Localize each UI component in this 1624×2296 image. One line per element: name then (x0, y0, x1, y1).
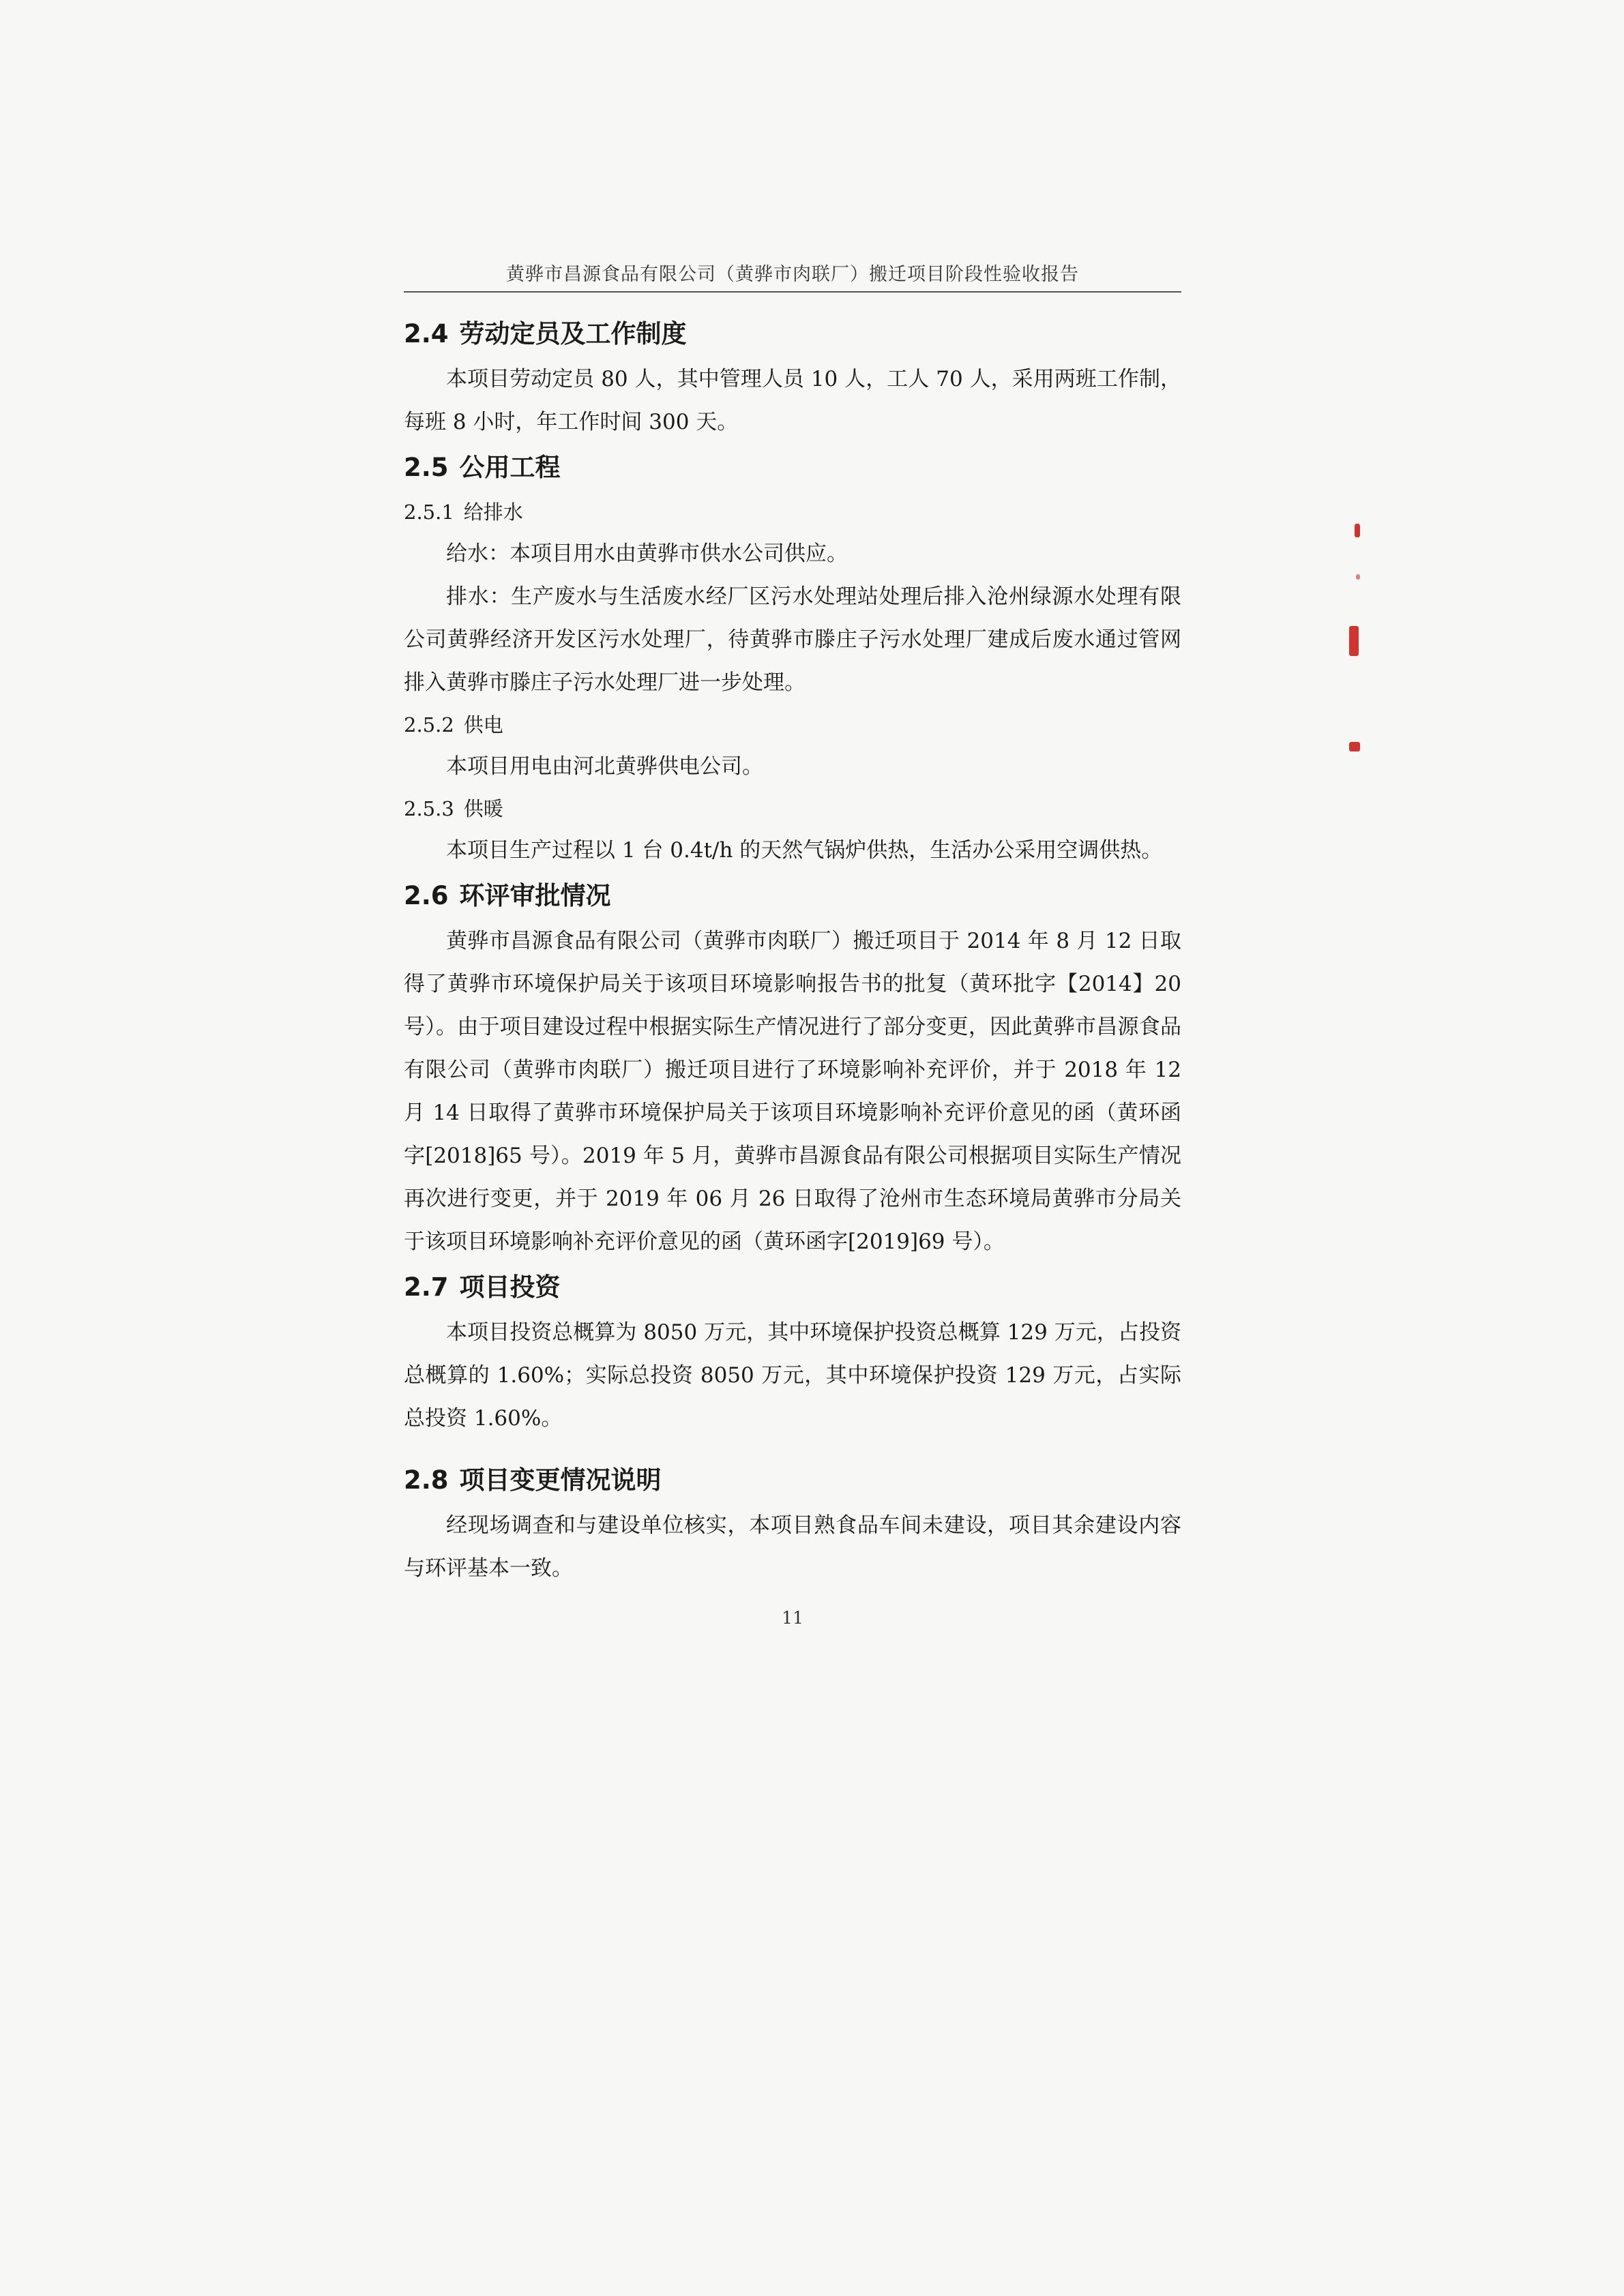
section-heading (404, 1264, 1181, 1311)
section-title: 劳动定员及工作制度 (459, 319, 687, 348)
paragraph: 给水：本项目用水由黄骅市供水公司供应。 (446, 541, 848, 566)
paragraph: 黄骅市昌源食品有限公司（黄骅市肉联厂）搬迁项目于 2014 年 8 月 12 日取得了黄骅市环境保护局关于该项目环境影响报告书的批复（黄环批字【2014】20 号）。由于项目建设过程中根据实际生产情况进行了部分变更，因此黄骅市昌源食品有限公司（黄骅市肉联厂）搬迁项目进行了环境影响补充评价，并于 2018 年 12 月 14 日取得了黄骅市环境保护局关于该项目环境影响补充评价意见的函（黄环函字[2018]65 号）。2019 年 5 月，黄骅市昌源食品有限公司根据项目实际生产情况再次进行变更，并于 2019 年 06 月 26 日取得了沧州市生态环境局黄骅市分局关于该项目环境影响补充评价意见的函（黄环函字[2019]69 号）。 (404, 929, 1181, 1254)
red-stamp-fragment-2 (1356, 574, 1360, 580)
section-number: 2.7 (404, 1272, 449, 1302)
section-2-7 (404, 1264, 1181, 1440)
running-header: 黄骅市昌源食品有限公司（黄骅市肉联厂）搬迁项目阶段性验收报告 (404, 259, 1181, 293)
section-number: 2.8 (404, 1465, 449, 1495)
paragraph: 本项目劳动定员 80 人，其中管理人员 10 人，工人 70 人，采用两班工作制，每班 8 小时，年工作时间 300 天。 (404, 367, 1181, 434)
subsection-heading (404, 492, 1181, 533)
section-title: 公用工程 (459, 453, 561, 482)
subsection-number: 2.5.2 (404, 713, 454, 736)
paragraph: 本项目用电由河北黄骅供电公司。 (446, 754, 763, 779)
subsection-title: 给排水 (463, 501, 523, 524)
subsection-title: 供暖 (463, 797, 503, 820)
section-number: 2.5 (404, 453, 449, 482)
red-stamp-fragment-1 (1355, 524, 1360, 537)
document-page (404, 259, 1181, 1628)
subsection-title: 供电 (463, 713, 503, 736)
paragraph: 本项目生产过程以 1 台 0.4t/h 的天然气锅炉供热，生活办公采用空调供热。 (446, 838, 1163, 863)
section-2-4 (404, 310, 1181, 444)
red-stamp-fragment-3 (1349, 626, 1359, 656)
subsection-number: 2.5.1 (404, 501, 454, 524)
section-title: 环评审批情况 (459, 881, 611, 910)
subsection-number: 2.5.3 (404, 797, 454, 820)
section-2-8 (404, 1457, 1181, 1590)
subsection-heading (404, 704, 1181, 745)
section-2-5 (404, 444, 1181, 872)
paragraph: 经现场调查和与建设单位核实，本项目熟食品车间未建设，项目其余建设内容与环评基本一致。 (404, 1513, 1181, 1581)
section-heading (404, 444, 1181, 492)
section-title: 项目投资 (459, 1272, 561, 1302)
section-heading (404, 310, 1181, 358)
section-number: 2.6 (404, 881, 449, 910)
paragraph: 本项目投资总概算为 8050 万元，其中环境保护投资总概算 129 万元，占投资总概算的 1.60%；实际总投资 8050 万元，其中环境保护投资 129 万元，占实际总投资 1.60%。 (404, 1320, 1181, 1431)
section-heading (404, 872, 1181, 920)
paragraph: 排水：生产废水与生活废水经厂区污水处理站处理后排入沧州绿源水处理有限公司黄骅经济开发区污水处理厂，待黄骅市滕庄子污水处理厂建成后废水通过管网排入黄骅市滕庄子污水处理厂进一步处理。 (404, 584, 1181, 695)
subsection-heading (404, 788, 1181, 829)
spacer (404, 1440, 1181, 1457)
section-heading (404, 1457, 1181, 1504)
section-2-6 (404, 872, 1181, 1264)
red-stamp-fragment-4 (1349, 742, 1360, 751)
section-title: 项目变更情况说明 (459, 1465, 662, 1495)
section-number: 2.4 (404, 319, 449, 348)
page-number: 11 (782, 1608, 803, 1628)
